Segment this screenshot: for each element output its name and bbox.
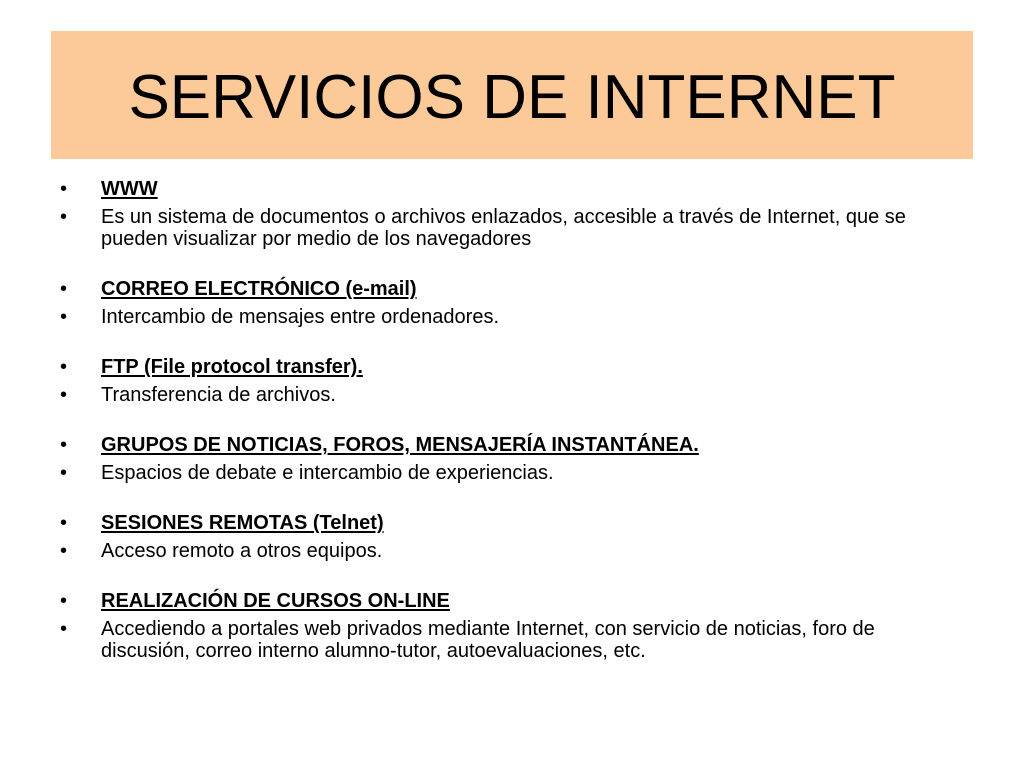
bullet-item-description — [60, 540, 960, 562]
bullet-item-description — [60, 384, 960, 406]
section-heading-grupos: GRUPOS DE NOTICIAS, FOROS, MENSAJERÍA INSTANTÁNEA. — [101, 434, 699, 456]
section-description-ftp: Transferencia de archivos. — [101, 384, 336, 406]
bullet-item-description — [60, 462, 960, 484]
bullet-item-description — [60, 306, 960, 328]
bullet-item-heading — [60, 512, 960, 534]
bullet-item-description — [60, 618, 960, 662]
bullet-icon: • — [60, 206, 68, 228]
section-heading-ftp: FTP (File protocol transfer). — [101, 356, 363, 378]
bullet-icon: • — [60, 618, 68, 640]
section-heading-www: WWW — [101, 178, 158, 200]
bullet-icon: • — [60, 462, 68, 484]
section-description-www: Es un sistema de documentos o archivos enlazados, accesible a través de Internet, que se pueden visualizar por medio de los navegadores — [101, 206, 906, 250]
bullet-item-description — [60, 206, 960, 250]
bullet-icon: • — [60, 540, 68, 562]
bullet-icon: • — [60, 590, 68, 612]
bullet-list — [60, 178, 960, 662]
section-description-telnet: Acceso remoto a otros equipos. — [101, 540, 383, 562]
bullet-icon: • — [60, 178, 68, 200]
section-description-grupos: Espacios de debate e intercambio de experiencias. — [101, 462, 554, 484]
bullet-item-heading — [60, 434, 960, 456]
bullet-icon: • — [60, 384, 68, 406]
section-description-email: Intercambio de mensajes entre ordenadores. — [101, 306, 500, 328]
bullet-item-heading — [60, 590, 960, 612]
section-heading-email: CORREO ELECTRÓNICO (e-mail) — [101, 278, 417, 300]
bullet-icon: • — [60, 306, 68, 328]
section-description-cursos: Accediendo a portales web privados mediante Internet, con servicio de noticias, foro de discusión, correo interno alumno-tutor, autoevaluaciones, etc. — [101, 618, 875, 662]
title-banner — [51, 31, 973, 159]
bullet-icon: • — [60, 512, 68, 534]
bullet-item-heading — [60, 278, 960, 300]
bullet-icon: • — [60, 356, 68, 378]
bullet-item-heading — [60, 178, 960, 200]
slide-title: SERVICIOS DE INTERNET — [128, 62, 896, 132]
bullet-icon: • — [60, 278, 68, 300]
section-heading-telnet: SESIONES REMOTAS (Telnet) — [101, 512, 384, 534]
bullet-item-heading — [60, 356, 960, 378]
section-heading-cursos: REALIZACIÓN DE CURSOS ON-LINE — [101, 590, 450, 612]
bullet-icon: • — [60, 434, 68, 456]
